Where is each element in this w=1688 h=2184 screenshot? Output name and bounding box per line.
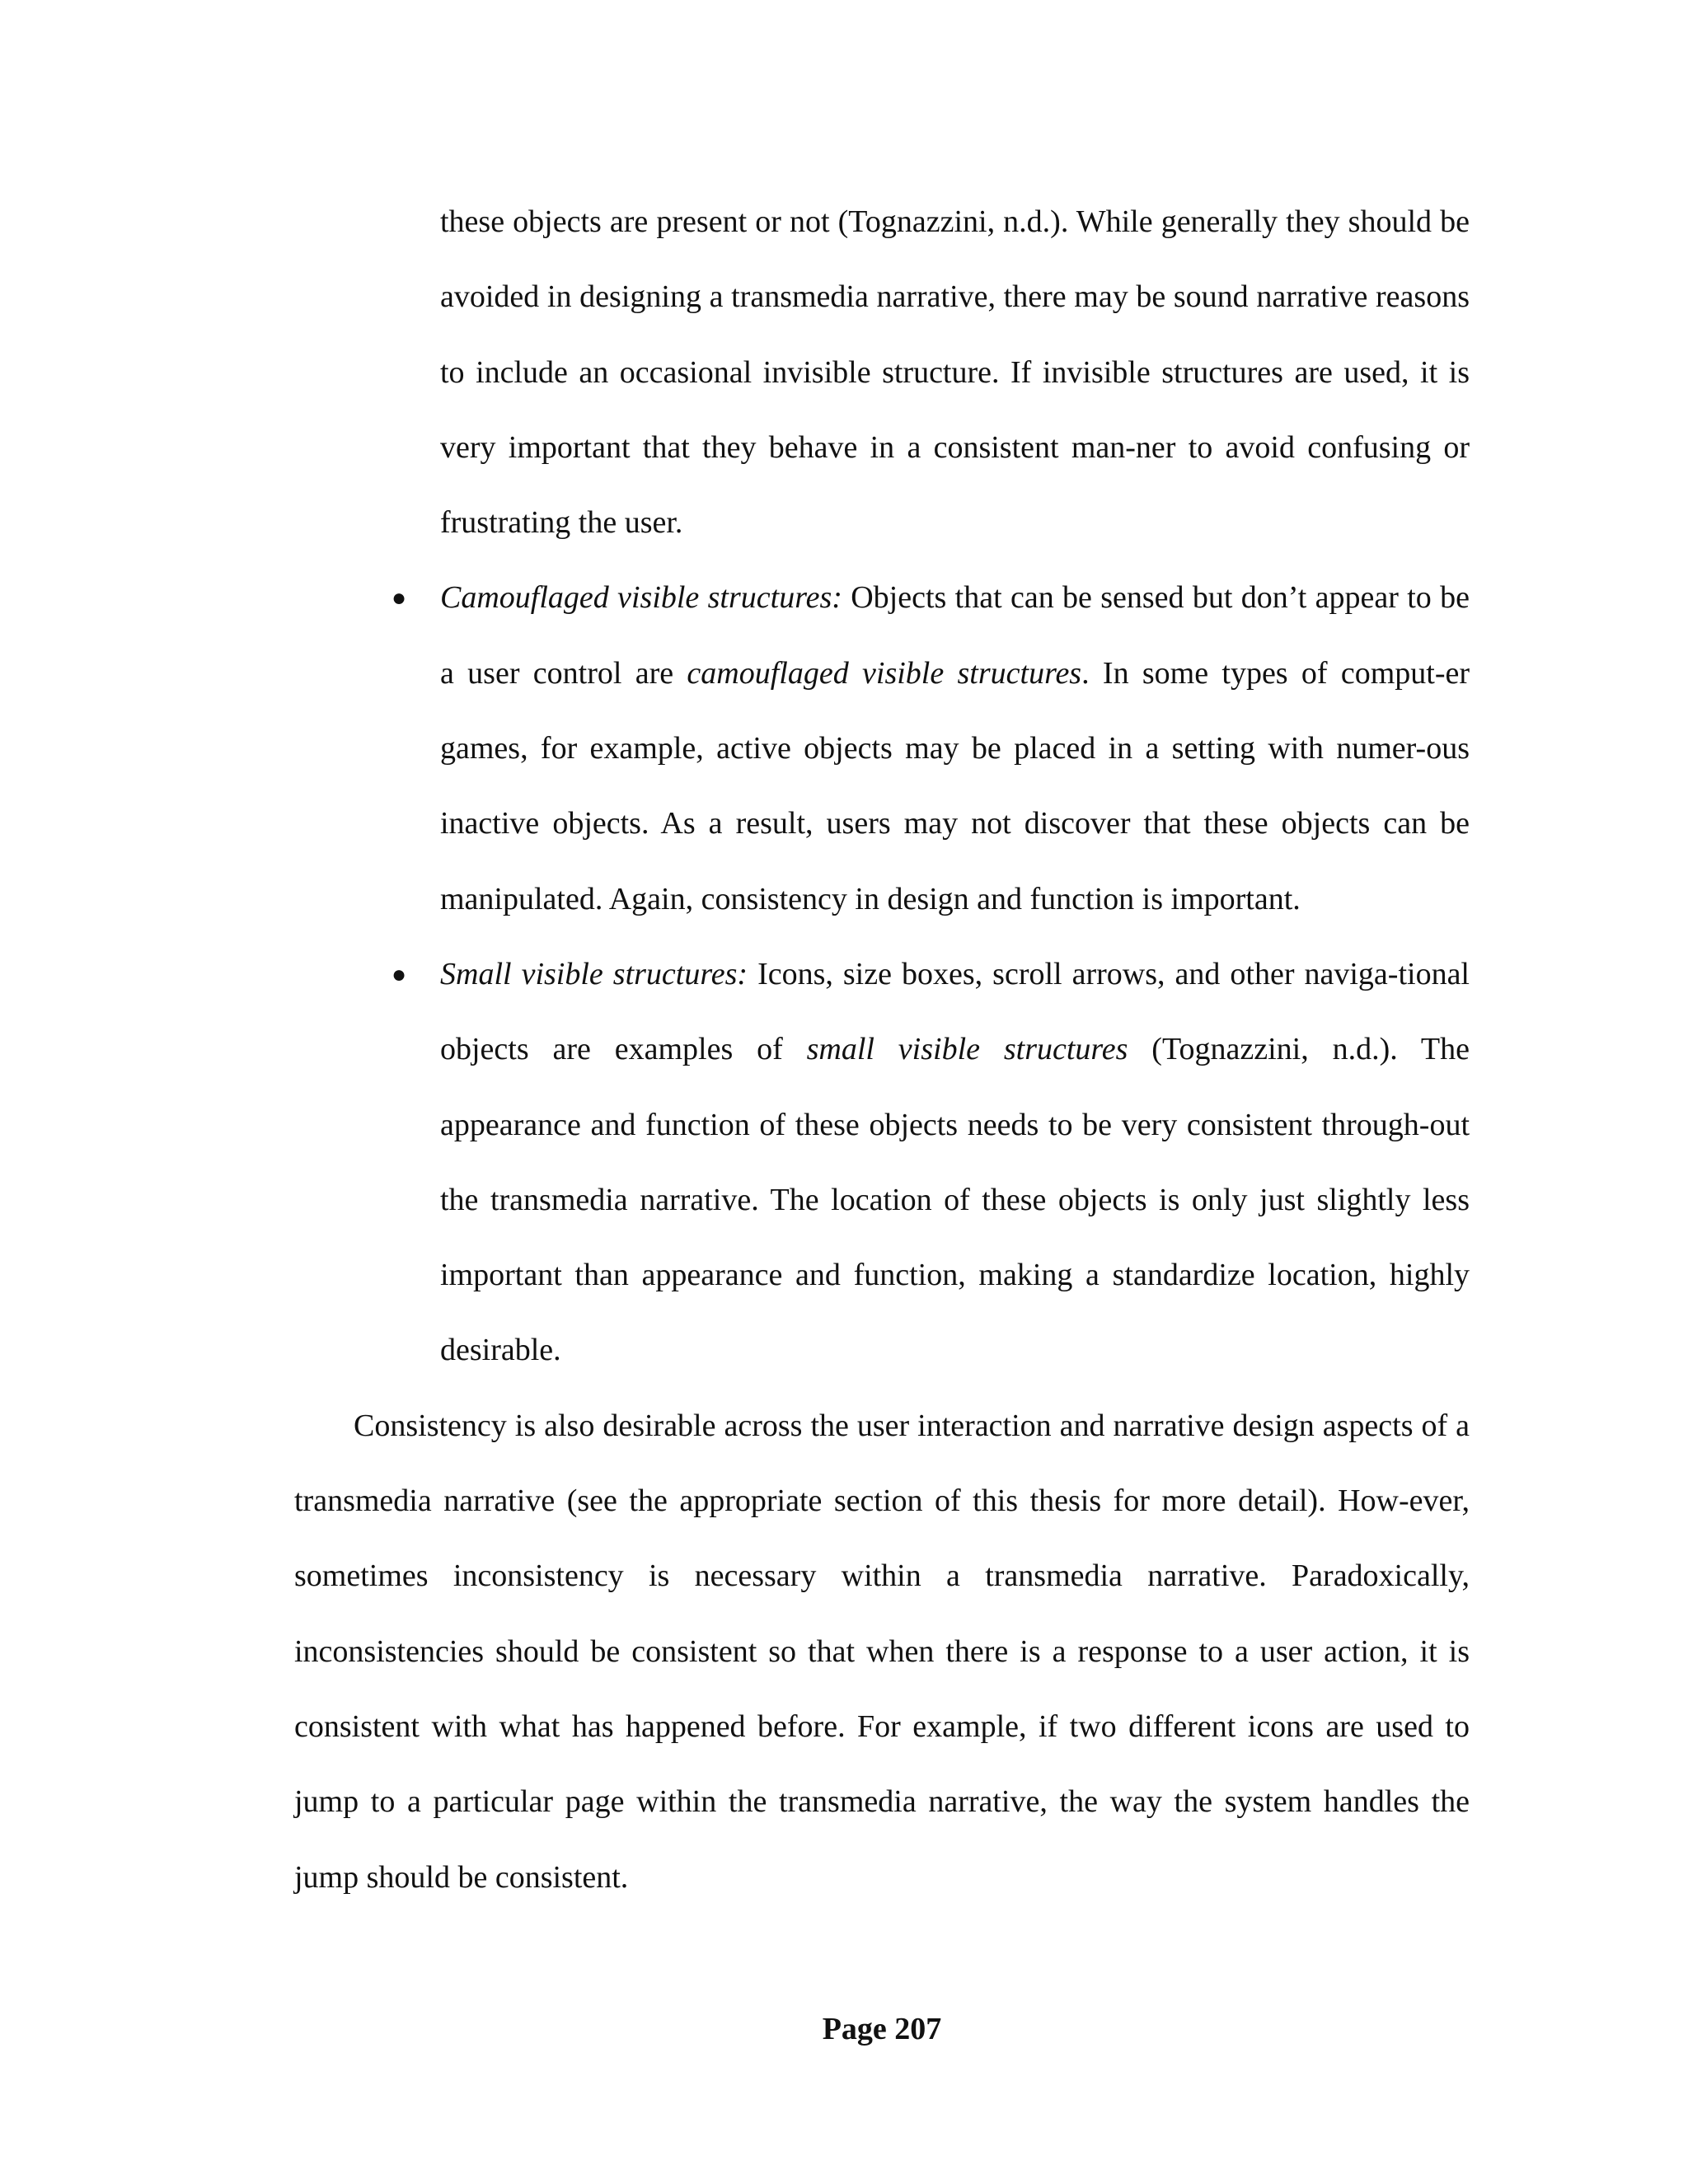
bullet-emphasis: camouflaged visible structures <box>687 655 1082 691</box>
bullet-emphasis: small visible structures <box>806 1032 1128 1067</box>
bullet-icon: ● <box>392 960 407 988</box>
bullet-text: Objects that can be sensed but don’t appear to be a user control are <box>440 580 1470 691</box>
bullet-list <box>294 560 1470 1388</box>
bullet-text: (Tognazzini, n.d.). The appearance and function of these objects needs to be very consistent through-out the transmedia narrative. The location of these objects is only just slightly less important than appearance and function, making a standardize location, highly desirable. <box>440 1032 1470 1368</box>
bullet-term: Camouflaged visible structures: <box>440 580 842 616</box>
page-number: Page 207 <box>822 2012 942 2046</box>
bullet-item <box>392 937 1470 1389</box>
bullet-icon: ● <box>392 584 407 612</box>
bullet-term: Small visible structures: <box>440 956 748 991</box>
bullet-item <box>392 560 1470 936</box>
continuation-paragraph: these objects are present or not (Tognazzini, n.d.). While generally they should be avoided in designing a transmedia narrative, there may be sound narrative reasons to include an occasional invisible structure. If invisible structures are used, it is very important that they behave in a consistent man-ner to avoid confusing or frustrating the user. <box>440 204 1470 541</box>
body-paragraph: Consistency is also desirable across the user interaction and narrative design aspects of a transmedia narrative (see the appropriate section of this thesis for more detail). How-ever, sometimes inconsistency is necessary within a transmedia narrative. Paradoxically, inconsistencies should be consistent so that when there is a response to a user action, it is consistent with what has happened before. For example, if two different icons are used to jump to a particular page within the transmedia narrative, the way the system handles the jump should be consistent. <box>294 1408 1470 1895</box>
bullet-text: . In some types of comput-er games, for example, active objects may be placed in a setting with numer-ous inactive objects. As a result, users may not discover that these objects can be manipulated. Again, consistency in design and function is important. <box>440 655 1470 916</box>
bullet-text: Icons, size boxes, scroll arrows, and other naviga-tional objects are examples of <box>440 956 1470 1067</box>
body-text <box>294 185 1470 1915</box>
